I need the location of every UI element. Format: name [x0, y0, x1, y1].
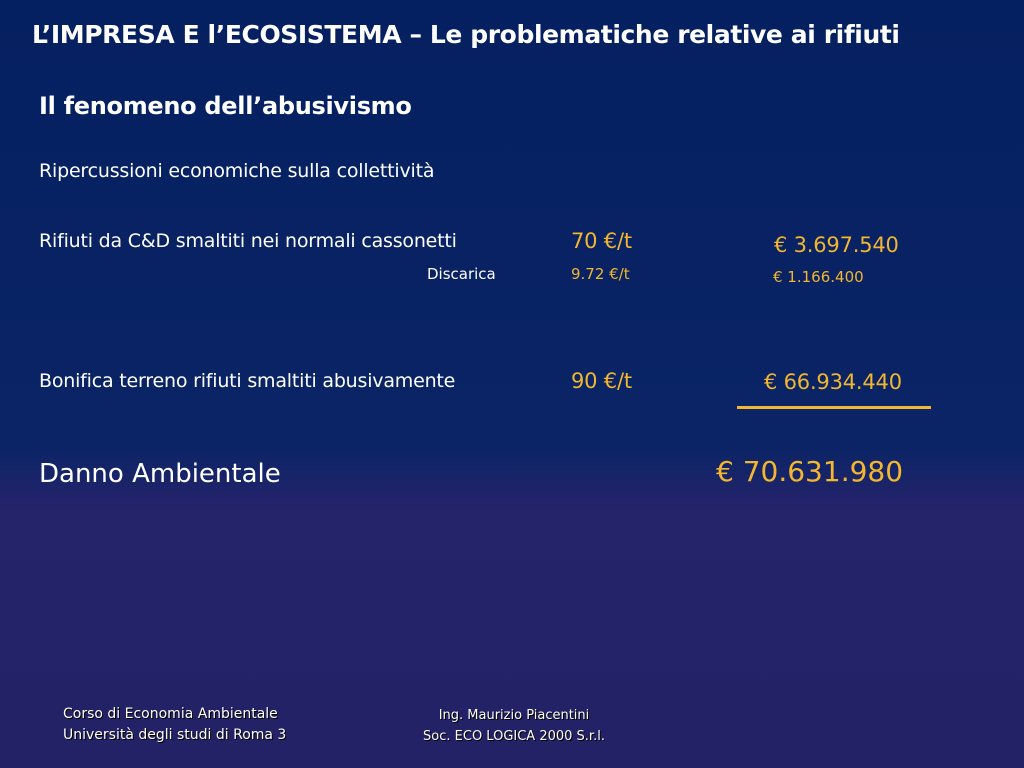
row-amount-cd-waste: € 3.697.540 [774, 233, 899, 257]
slide-subtitle: Il fenomeno dell’abusivismo [39, 92, 412, 120]
sub-rate-discarica: 9.72 €/t [571, 265, 630, 283]
row-rate-bonifica: 90 €/t [571, 369, 632, 393]
sum-rule [737, 406, 931, 409]
footer-course-name: Corso di Economia Ambientale [63, 706, 278, 722]
footer-course [63, 704, 286, 746]
footer-company: Soc. ECO LOGICA 2000 S.r.l. [423, 729, 605, 744]
row-label-cd-waste: Rifiuti da C&D smaltiti nei normali cassonetti [39, 230, 457, 252]
row-amount-bonifica: € 66.934.440 [764, 370, 902, 394]
row-rate-cd-waste: 70 €/t [571, 229, 632, 253]
slide-title: L’IMPRESA E l’ECOSISTEMA – Le problematiche relative ai rifiuti [32, 20, 900, 49]
row-label-bonifica: Bonifica terreno rifiuti smaltiti abusivamente [39, 370, 456, 392]
section-heading: Ripercussioni economiche sulla collettività [39, 160, 435, 182]
footer-author-name: Ing. Maurizio Piacentini [438, 708, 590, 723]
sub-amount-discarica: € 1.166.400 [773, 268, 864, 286]
total-amount: € 70.631.980 [716, 455, 904, 488]
footer-author [418, 705, 610, 747]
footer-university: Università degli studi di Roma 3 [63, 727, 287, 743]
total-label: Danno Ambientale [39, 459, 281, 489]
sub-label-discarica: Discarica [427, 265, 496, 283]
